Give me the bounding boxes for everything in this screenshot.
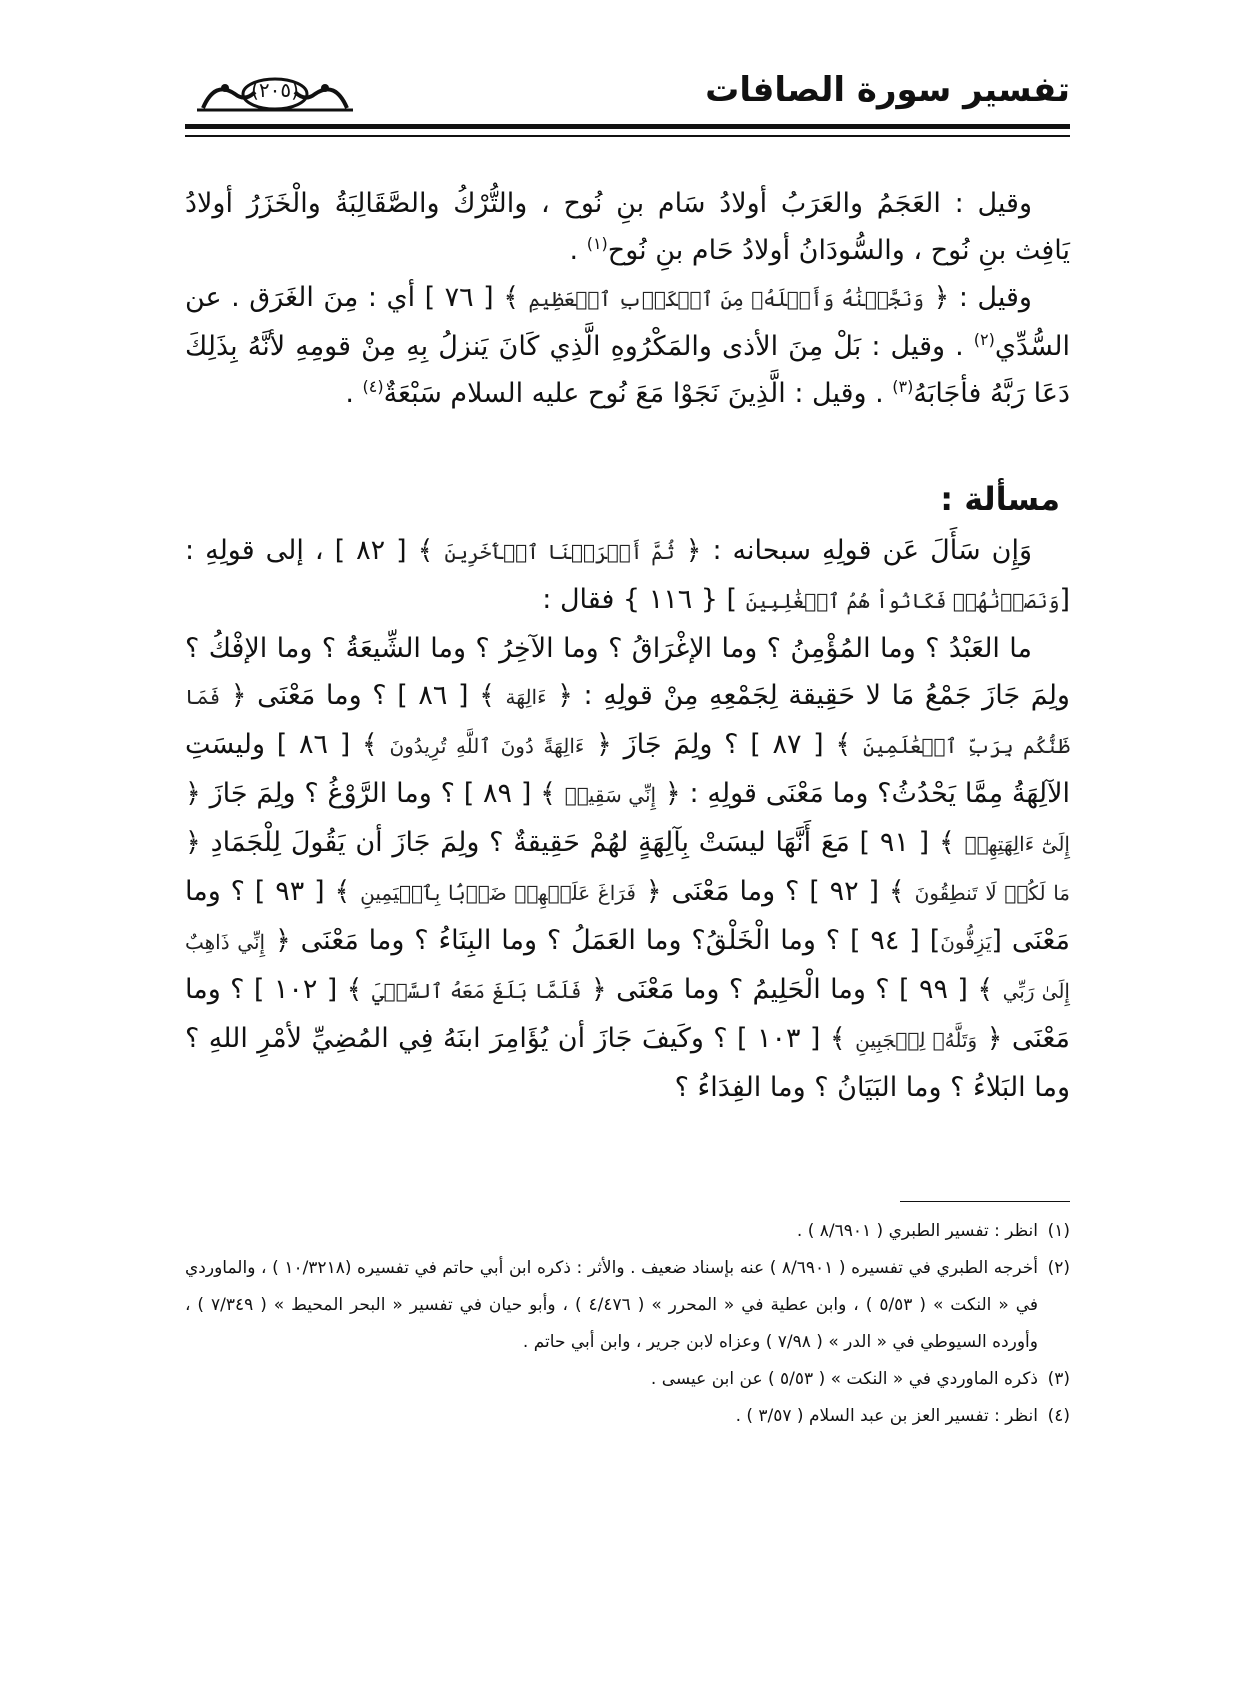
quran-quote: يَزِفُّونَ: [940, 930, 992, 954]
section-gap: [185, 417, 1070, 479]
text-run: ﴾ [ ٨٩ ] ؟ وما الرَّوْغُ ؟ ولِمَ جَازَ ﴿: [185, 778, 556, 809]
text-run: ﴾ [ ٨٦ ] وليسَتِ الآلِهَةُ مِمَّا يَحْدُثُ؟ وما مَعْنَى قولِهِ : ﴿: [185, 729, 1070, 809]
footnotes: [185, 1213, 1070, 1435]
footnote-separator: [900, 1201, 1070, 1202]
text-run: وقيل : العَجَمُ والعَرَبُ أولادُ سَام بنِ نُوح ، والتُّرْكُ والصَّقَالِبَةُ والْخَزَرُ أولادُ يَافِث بنِ نُوح ، والسُّودَانُ أولادُ حَام بنِ نُوح: [185, 188, 1070, 266]
footnote-text: انظر : تفسير الطبري ( ٨/٦٩٠١ ) .: [796, 1221, 1038, 1241]
paragraph-3: [185, 527, 1070, 625]
footnote-text: ذكره الماوردي في « النكت » ( ٥/٥٣ ) عن ابن عيسى .: [650, 1369, 1038, 1389]
paragraph-1: [185, 180, 1070, 274]
text-run: ﴾ [ ٩٩ ] ؟ وما الْحَلِيمُ ؟ وما مَعْنَى ﴿: [590, 974, 994, 1005]
quran-quote: إِلَىٰٓ ءَالِهَتِهِمۡ: [964, 832, 1070, 856]
quran-quote: وَتَلَّهُۥ لِلۡجَبِينِ: [855, 1028, 978, 1052]
text-run: ما العَبْدُ ؟ وما المُؤْمِنُ ؟ وما الإغْرَاقُ ؟ وما الآخِرُ ؟ وما الشِّيعَةُ ؟ وما الإفْكُ ؟ ولِمَ جَازَ جَمْعُ مَا لا حَقِيقة لِجَمْعِهِ مِنْ قولِهِ : ﴿: [185, 633, 1070, 711]
text-run: .: [569, 235, 587, 266]
text-run: ] { ١١٦ } فقال :: [542, 584, 738, 615]
footnote-number: (٢): [1047, 1258, 1070, 1278]
quran-quote: فَلَمَّا بَلَغَ مَعَهُ ٱلسَّعۡيَ: [371, 979, 582, 1003]
page-header: [185, 60, 1070, 130]
text-run: ﴾ [ ٨٦ ] ؟ وما مَعْنَى ﴿: [230, 680, 495, 711]
text-run: وَإِن سَأَلَ عَن قولِهِ سبحانه : ﴿: [685, 535, 1032, 566]
footnote-text: انظر : تفسير العز بن عبد السلام ( ٣/٥٧ ) .: [735, 1406, 1038, 1426]
footnote: [185, 1213, 1070, 1250]
text-run: . وقيل : بَلْ مِنَ الأذى والمَكْرُوهِ الَّذِي كَانَ يَنزلُ بِهِ مِنْ قومِهِ لأنَّهُ بِذَلِكَ دَعَا رَبَّهُ فأجَابَهُ: [185, 331, 1070, 409]
quran-quote: وَنَجَّيۡنَٰهُ وَأَهۡلَهُۥ مِنَ ٱلۡكَرۡبِ ٱلۡعَظِيمِ: [528, 287, 925, 311]
quran-quote: ثُمَّ أَغۡرَقۡنَا ٱلۡأٓخَرِينَ: [444, 540, 675, 564]
quran-quote: ءَالِهَة: [505, 685, 547, 709]
quran-quote: فَرَاغَ عَلَيۡهِمۡ ضَرۡبَۢا بِٱلۡيَمِينِ: [360, 881, 636, 905]
footnote-ref-1[interactable]: (١): [586, 234, 608, 253]
footnote-ref-2[interactable]: (٢): [973, 330, 995, 349]
paragraph-4: [185, 625, 1070, 1111]
quran-quote: ءَالِهَةً دُونَ ٱللَّهِ تُرِيدُونَ: [389, 734, 585, 758]
quran-quote: وَنَصَرۡنَٰهُمۡ فَكَانُواْ هُمُ ٱلۡغَٰلِبِينَ: [745, 589, 1060, 613]
text-run: ﴾ [ ٩٢ ] ؟ وما مَعْنَى ﴿: [645, 876, 905, 907]
text-run: وقيل : ﴿: [933, 282, 1032, 313]
quran-quote: مَا لَكُمۡ لَا تَنطِقُونَ: [914, 881, 1071, 905]
text-run: .: [345, 378, 363, 409]
text-run: ﴾ [ ١٠٢ ] ؟ وما مَعْنَى ﴿: [185, 974, 1070, 1054]
footnote-text: أخرجه الطبري في تفسيره ( ٨/٦٩٠١ ) عنه بإسناد ضعيف . والأثر : ذكره ابن أبي حاتم في تفسيره (١٠/٣٢١٨ ) ، والماوردي في « النكت » ( ٥/٥٣ ) ، وابن عطية في « المحرر » ( ٤/٤٧٦ ) ، وأبو حيان في تفسير « البحر المحيط » ( ٧/٣٤٩ ) ، وأورده السيوطي في « الدر » ( ٧/٩٨ ) وعزاه لابن جرير ، وابن أبي حاتم .: [185, 1258, 1038, 1352]
footnote-number: (٤): [1047, 1406, 1070, 1426]
text-run: ﴾ [ ٨٢ ] ، إلى قولِهِ : [: [185, 535, 1070, 615]
footnote-ref-4[interactable]: (٤): [362, 377, 384, 396]
quran-quote: إِنِّي سَقِيمٞ: [564, 783, 657, 807]
text-run: ﴾ [ ٧٦ ] أي : مِنَ الغَرَق . عن السُّدِّي: [185, 282, 1070, 362]
main-text: [185, 180, 1070, 1111]
text-run: . وقيل : الَّذِينَ نَجَوْا مَعَ نُوح عليه السلام سَبْعَةٌ: [383, 378, 893, 409]
section-heading: مسألة :: [940, 480, 1060, 518]
footnote: [185, 1398, 1070, 1435]
paragraph-2: [185, 274, 1070, 417]
footnote: [185, 1361, 1070, 1398]
running-title: تفسير سورة الصافات: [705, 70, 1070, 110]
footnote-number: (١): [1047, 1221, 1070, 1241]
text-run: ﴾ [ ٨٧ ] ؟ ولِمَ جَازَ ﴿: [596, 729, 852, 760]
footnote-number: (٣): [1047, 1369, 1070, 1389]
header-rule-thick: [185, 124, 1070, 129]
quran-quote: إِنِّي ذَاهِبٌ إِلَىٰ رَبِّي: [185, 930, 1070, 1003]
header-rule-thin: [185, 135, 1070, 137]
page-number: (٢٠٥): [251, 78, 299, 102]
text-run: ﴾ [ ١٠٣ ] ؟ وكَيفَ جَازَ أن يُؤَامِرَ ابنَهُ فِي المُضِيِّ لأمْرِ اللهِ ؟ وما البَلاءُ ؟ وما البَيَانُ ؟ وما الفِدَاءُ ؟: [185, 1023, 1070, 1103]
text-run: ﴾ [ ٩١ ] مَعَ أَنَّهَا ليسَتْ بِآلِهَةٍ لهُمْ حَقِيقةٌ ؟ ولِمَ جَازَ أن يَقُولَ لِلْجَمَادِ ﴿: [185, 827, 955, 858]
text-run: ] [ ٩٤ ] ؟ وما الْخَلْقُ؟ وما العَمَلُ ؟ وما البِنَاءُ ؟ وما مَعْنَى ﴿: [274, 925, 941, 956]
footnote-ref-3[interactable]: (٣): [892, 377, 914, 396]
text-run: ﴾ [ ٩٣ ] ؟ وما مَعْنَى [: [185, 876, 1070, 956]
footnote: [185, 1250, 1070, 1361]
quran-quote: فَمَا ظَنُّكُم بِرَبِّ ٱلۡعَٰلَمِينَ: [185, 685, 1070, 758]
